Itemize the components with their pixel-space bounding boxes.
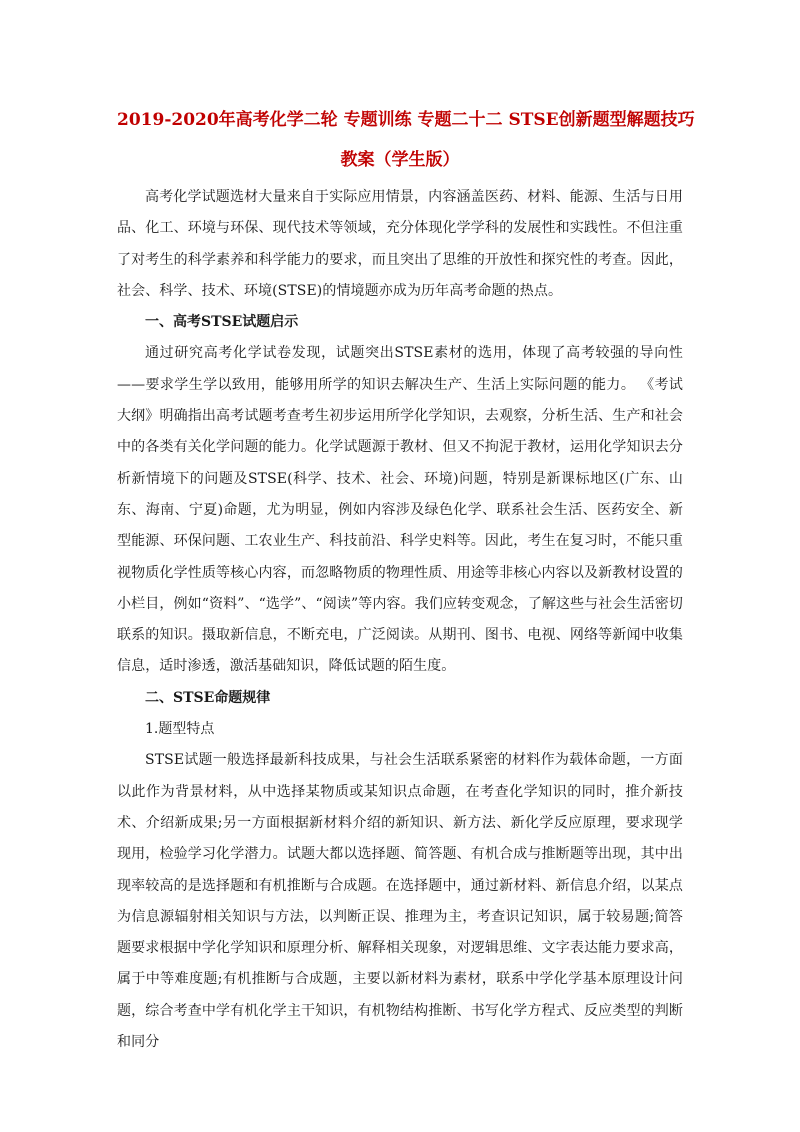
section-1-heading: 一、高考STSE试题启示	[145, 314, 299, 331]
section-1-paragraph: 通过研究高考化学试卷发现，试题突出STSE素材的选用，体现了高考较强的导向性——要求学生学以致用，能够用所学的知识去解决生产、生活上实际问题的能力。 《考试大纲》明确指出高考试题考查考生初步运用所学化学知识，去观察，分析生活、生产和社会中的各类有关化学问题的能力。化学试题源于教材、但又不拘泥于教材，运用化学知识去分析新情境下的问题及STSE(科学、技术、社会、环境)问题，特别是新课标地区(广东、山东、海南、宁夏)命题，尤为明显，例如内容涉及绿色化学、联系社会生活、医药安全、新型能源、环保问题、工农业生产、科技前沿、科学史料等。因此，考生在复习时，不能只重视物质化学性质等核心内容，而忽略物质的物理性质、用途等非核心内容以及新教材设置的小栏目，例如“资料”、“选学”、“阅读”等内容。我们应转变观念，了解这些与社会生活密切联系的知识。摄取新信息，不断充电，广泛阅读。从期刊、图书、电视、网络等新闻中收集信息，适时渗透，激活基础知识，降低试题的陌生度。	[117, 345, 683, 675]
document-title	[117, 100, 695, 180]
intro-paragraph: 高考化学试题选材大量来自于实际应用情景，内容涵盖医药、材料、能源、生活与日用品、化工、环境与环保、现代技术等领域，充分体现化学学科的发展性和实践性。不但注重了对考生的科学素养和科学能力的要求，而且突出了思维的开放性和探究性的考查。因此，社会、科学、技术、环境(STSE)的情境题亦成为历年高考命题的热点。	[117, 189, 683, 299]
title-line-1: 2019-2020年高考化学二轮 专题训练 专题二十二 STSE创新题型解题技巧	[117, 110, 695, 130]
section-2-paragraph: STSE试题一般选择最新科技成果，与社会生活联系紧密的材料作为载体命题，一方面以此作为背景材料，从中选择某物质或某知识点命题，在考查化学知识的同时，推介新技术、介绍新成果;另一方面根据新材料介绍的新知识、新方法、新化学反应原理，要求现学现用，检验学习化学潜力。试题大都以选择题、简答题、有机合成与推断题等出现，其中出现率较高的是选择题和有机推断与合成题。在选择题中，通过新材料、新信息介绍，以某点为信息源辐射相关知识与方法，以判断正误、推理为主，考查识记知识，属于较易题;简答题要求根据中学化学知识和原理分析、解释相关现象，对逻辑思维、文字表达能力要求高，属于中等难度题;有机推断与合成题，主要以新材料为素材，联系中学化学基本原理设计问题，综合考查中学有机化学主干知识，有机物结构推断、书写化学方程式、反应类型的判断和同分	[117, 752, 683, 1051]
section-2-subheading: 1.题型特点	[145, 721, 215, 738]
section-2-heading: 二、STSE命题规律	[145, 689, 271, 706]
title-line-2: 教案（学生版）	[340, 150, 460, 170]
document-page	[117, 100, 695, 1058]
